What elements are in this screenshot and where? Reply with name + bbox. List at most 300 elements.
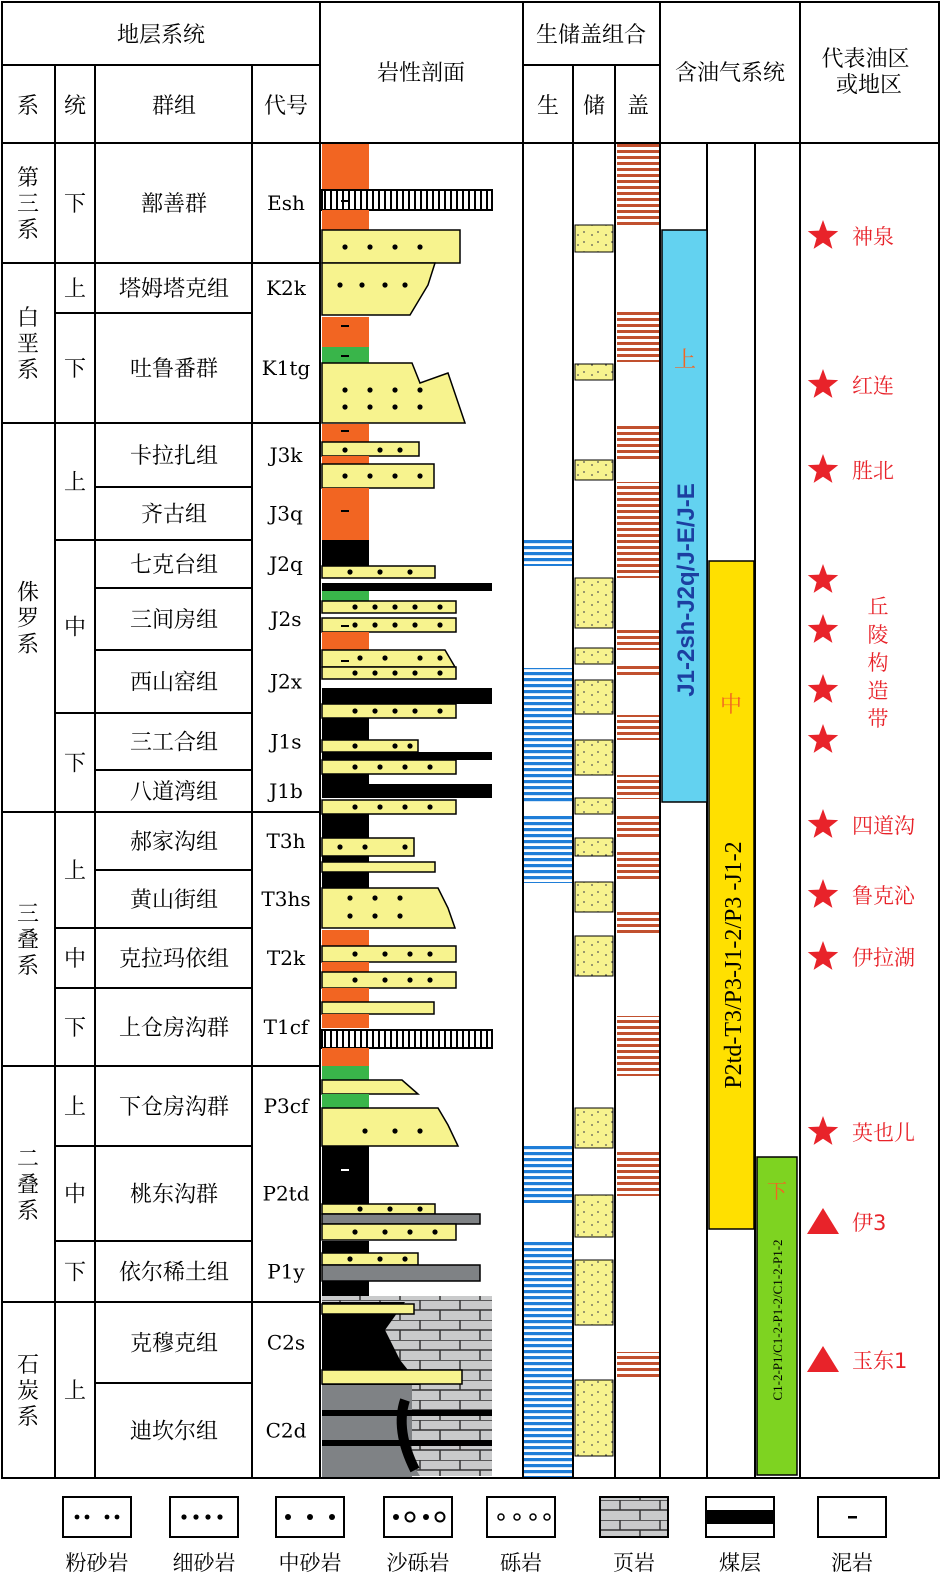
col-xi: 系	[16, 94, 40, 119]
system-label: 三叠系	[16, 902, 40, 979]
grain-dot	[347, 913, 352, 918]
col-qunzu: 群组	[151, 94, 197, 119]
litho-fine-sand	[322, 862, 435, 872]
system-label: 第三系	[16, 166, 40, 243]
grain-dot	[342, 473, 347, 478]
grain-dot	[352, 743, 357, 748]
grain-dot	[437, 670, 442, 675]
col-sheng: 生	[536, 94, 560, 119]
cap-bed	[617, 423, 659, 460]
reservoir-bed	[575, 882, 613, 912]
series-label: 上	[63, 1379, 87, 1404]
litho-coal	[322, 718, 369, 740]
grain-dot	[362, 844, 367, 849]
system-label: 白垩系	[16, 306, 40, 383]
mud-dash	[341, 355, 349, 357]
cap-bed	[617, 482, 659, 578]
mud-dash	[341, 660, 349, 662]
formation-code: T2k	[266, 946, 306, 970]
grain-dot	[372, 622, 377, 627]
litho-coal	[322, 784, 492, 798]
oil-star-icon	[808, 614, 838, 643]
reservoir-bed	[575, 740, 613, 775]
litho-sandy-conglomerate	[322, 946, 456, 962]
litho-sandy-conglomerate	[322, 888, 455, 928]
cap-bed	[617, 912, 659, 936]
grain-dot	[372, 895, 377, 900]
litho-coal	[322, 856, 369, 862]
legend-item	[276, 1497, 344, 1575]
litho-coal	[322, 752, 492, 760]
litho-green-mudstone	[322, 1094, 369, 1108]
oil-triangle-icon	[807, 1208, 839, 1234]
cap-bed	[617, 144, 659, 226]
litho-coal	[322, 583, 492, 591]
grain-dot	[437, 604, 442, 609]
grain-dot	[417, 1128, 422, 1133]
litho-fine-sand	[322, 1304, 414, 1314]
system-label: 侏罗系	[16, 580, 40, 658]
reservoir-bed	[575, 936, 613, 976]
cap-bed	[617, 664, 659, 678]
legend-swatch	[63, 1497, 131, 1537]
grain-dot	[337, 844, 342, 849]
grain-dot	[437, 622, 442, 627]
source-bed	[524, 668, 572, 803]
formation-code: P2td	[262, 1181, 310, 1206]
litho-sandy-conglomerate	[322, 800, 456, 814]
formation-name: 吐鲁番群	[129, 357, 219, 382]
litho-fine-sand	[322, 601, 456, 613]
source-column	[524, 538, 572, 1477]
grain-dot	[352, 670, 357, 675]
litho-coal	[322, 774, 369, 784]
oil-star-icon	[808, 564, 838, 593]
litho-mudstone	[322, 456, 369, 464]
oil-area-label: 红连	[852, 374, 894, 398]
grain-dot	[417, 387, 422, 392]
cap-column	[617, 144, 659, 1380]
litho-silt	[322, 740, 418, 752]
grain-dot	[402, 282, 407, 287]
litho-fine-sand	[322, 667, 456, 679]
series-label: 中	[63, 615, 87, 641]
legend-label: 煤层	[719, 1551, 761, 1575]
formation-name: 塔姆塔克组	[118, 277, 230, 302]
formation-name: 鄯善群	[140, 192, 208, 217]
reservoir-bed	[575, 648, 613, 664]
legend-label: 细砂岩	[172, 1551, 236, 1575]
grain-dot	[352, 804, 357, 809]
grain-dot	[407, 1229, 412, 1234]
litho-mudstone	[322, 930, 369, 946]
header-row	[17, 23, 917, 119]
legend-label: 沙砾岩	[386, 1551, 450, 1575]
oil-area-label: 鲁克沁	[852, 884, 915, 908]
formation-name: 黄山街组	[129, 888, 219, 913]
grain-dot	[352, 622, 357, 627]
litho-coal	[322, 1146, 369, 1204]
series-label: 上	[63, 1095, 87, 1120]
litho-fine-sand	[322, 704, 456, 718]
formation-code: P3cf	[263, 1094, 309, 1118]
litho-sandy-conglomerate	[322, 1370, 462, 1384]
oil-star-icon	[808, 724, 838, 753]
litho-mudstone	[322, 1048, 369, 1066]
source-bed	[524, 1145, 572, 1203]
reservoir-bed	[575, 1260, 613, 1325]
cap-bed	[617, 1352, 659, 1380]
formation-name: 齐古组	[140, 502, 208, 528]
oil-star-icon	[808, 454, 838, 483]
grain-dot	[427, 951, 432, 956]
grain-dot	[352, 977, 357, 982]
grain-dot	[357, 1206, 362, 1211]
legend-label: 中砂岩	[278, 1551, 342, 1575]
legend-item	[170, 1497, 238, 1575]
col-daihao: 代号	[263, 94, 309, 119]
legend-label: 页岩	[613, 1551, 655, 1575]
formation-code: J1b	[269, 779, 303, 803]
header-oilarea	[821, 47, 916, 98]
grain-dot	[352, 604, 357, 609]
litho-coal	[322, 540, 369, 566]
formation-code: T3hs	[261, 887, 311, 911]
grain-dot	[372, 670, 377, 675]
cap-bed	[617, 852, 659, 882]
litho-green-mudstone	[322, 591, 369, 601]
formation-name: 郝家沟组	[129, 830, 219, 855]
grain-dot	[412, 604, 417, 609]
source-bed	[524, 816, 572, 883]
grain-dot	[392, 404, 397, 409]
legend-swatch	[487, 1497, 555, 1537]
grain-dot	[347, 895, 352, 900]
grain-dot	[412, 670, 417, 675]
grain-dot	[432, 1229, 437, 1234]
grain-dot	[417, 473, 422, 478]
series-label: 下	[63, 1016, 87, 1041]
formation-name: 西山窑组	[129, 670, 219, 696]
formation-name: 上仓房沟群	[118, 1016, 230, 1041]
petroleum-systems	[662, 230, 797, 1475]
grain-dot	[342, 244, 347, 249]
grain-dot	[352, 951, 357, 956]
oil-star-icon	[808, 674, 838, 703]
reservoir-bed	[575, 1108, 613, 1148]
grain-dot	[412, 622, 417, 627]
litho-mudstone	[322, 210, 369, 230]
litho-sandy-conglomerate	[322, 363, 465, 423]
oil-star-icon	[808, 1116, 838, 1145]
mud-dash	[341, 325, 349, 327]
litho-coal	[322, 814, 369, 838]
reservoir-bed	[575, 460, 613, 480]
grain-dot	[382, 655, 387, 660]
formation-name: 卡拉扎组	[129, 444, 219, 469]
petsys-middle-name: P2td-T3/P3-J1-2/P3 -J1-2	[721, 841, 747, 1089]
oil-star-icon	[808, 879, 838, 908]
header-combo: 生储盖组合	[535, 23, 647, 48]
grain-dot	[392, 604, 397, 609]
petsys-upper-name: J1-2sh-J2q/J-E/J-E	[673, 483, 700, 697]
grain-dot	[397, 447, 402, 452]
grain-dot	[359, 282, 364, 287]
litho-coal	[322, 872, 369, 888]
header-oilarea-line2: 或地区	[835, 73, 903, 98]
litho-gray-sand	[322, 1214, 480, 1224]
formation-code: J1s	[270, 729, 302, 754]
mud-dash	[341, 830, 349, 832]
series-label: 下	[63, 357, 87, 382]
grain-dot	[357, 655, 362, 660]
grain-dot	[397, 895, 402, 900]
grain-dot	[392, 387, 397, 392]
formation-code: C2d	[265, 1418, 307, 1443]
grain-dot	[427, 764, 432, 769]
grain-dot	[347, 1256, 352, 1261]
litho-shale	[322, 1030, 492, 1048]
grain-dot	[437, 655, 442, 660]
legend	[63, 1497, 886, 1575]
grain-dot	[377, 764, 382, 769]
formation-code: J2x	[269, 669, 303, 694]
litho-fine-sand	[322, 263, 435, 315]
series-label: 上	[63, 470, 87, 496]
grain-dot	[382, 951, 387, 956]
mud-dash	[341, 430, 349, 432]
litho-coal	[322, 1410, 492, 1416]
litho-mudstone	[322, 317, 369, 347]
formation-code: K1tg	[261, 356, 311, 380]
grain-dot	[417, 1206, 422, 1211]
grain-dot	[392, 244, 397, 249]
reservoir-bed	[575, 680, 613, 714]
grain-dot	[382, 1229, 387, 1234]
reservoir-bed	[575, 578, 613, 628]
formation-name: 桃东沟群	[129, 1182, 219, 1208]
source-bed	[524, 538, 572, 566]
mud-dash	[341, 200, 349, 202]
reservoir-bed	[575, 1380, 613, 1456]
col-chu: 储	[582, 94, 606, 119]
series-label: 上	[63, 277, 87, 302]
grain-dot	[397, 913, 402, 918]
grain-dot	[377, 804, 382, 809]
legend-item	[600, 1497, 668, 1575]
grain-dot	[417, 244, 422, 249]
grain-dot	[407, 569, 412, 574]
cap-bed	[617, 1150, 659, 1196]
litho-mudstone	[322, 962, 369, 972]
petsys-lower-level: 下	[767, 1179, 787, 1203]
grain-dot	[417, 404, 422, 409]
legend-item	[818, 1497, 886, 1575]
oil-star-icon	[808, 220, 838, 249]
grain-dot	[407, 743, 412, 748]
grain-dot	[387, 1206, 392, 1211]
oil-area-label: 四道沟	[852, 814, 915, 838]
oil-area-label: 丘陵构造带	[867, 595, 889, 731]
oil-area-label: 神泉	[852, 225, 894, 249]
oil-star-icon	[808, 369, 838, 398]
formation-name: 依尔稀土组	[118, 1260, 230, 1286]
litho-coal	[322, 1440, 492, 1446]
oil-area-label: 胜北	[852, 459, 894, 483]
grain-dot	[382, 977, 387, 982]
mud-dash	[341, 1169, 349, 1171]
oil-area-label: 英也儿	[852, 1121, 915, 1145]
grain-dot	[407, 977, 412, 982]
litho-mudstone	[322, 144, 369, 190]
mud-dash	[341, 625, 349, 627]
legend-swatch	[170, 1497, 238, 1537]
grain-dot	[342, 404, 347, 409]
legend-label: 砾岩	[500, 1551, 542, 1575]
grain-dot	[347, 569, 352, 574]
grain-dot	[402, 764, 407, 769]
litho-sandy-conglomerate	[322, 972, 456, 988]
grain-dot	[367, 387, 372, 392]
header-lith: 岩性剖面	[376, 61, 466, 86]
grain-dot	[372, 708, 377, 713]
grain-dot	[367, 404, 372, 409]
legend-item	[384, 1497, 452, 1575]
formation-code: P1y	[267, 1259, 305, 1284]
formation-name: 迪坎尔组	[129, 1419, 219, 1445]
system-label: 石炭系	[16, 1353, 40, 1430]
grain-dot	[367, 244, 372, 249]
formation-name: 八道湾组	[129, 780, 219, 805]
formations-column	[119, 191, 311, 1445]
petsys-upper-level: 上	[673, 348, 697, 373]
reservoir-bed	[575, 225, 613, 252]
reservoir-bed	[575, 1195, 613, 1237]
header-oilarea-line1: 代表油区	[821, 47, 910, 72]
formation-code: J3k	[269, 443, 303, 467]
lithology-column	[322, 144, 492, 1477]
mud-dash	[341, 510, 349, 512]
oil-triangle-icon	[807, 1346, 839, 1372]
grain-dot	[377, 569, 382, 574]
formation-name: 三工合组	[129, 730, 219, 756]
grain-dot	[427, 977, 432, 982]
litho-fine-sand	[322, 442, 419, 456]
grain-dot	[392, 743, 397, 748]
reservoir-bed	[575, 838, 613, 856]
petsys-lower-name: C1-2-P1/C1-2-P1-2/C1-2-P1-2	[770, 1239, 785, 1401]
grain-dot	[392, 670, 397, 675]
grain-dot	[407, 951, 412, 956]
legend-swatch	[600, 1497, 668, 1537]
series-label: 上	[63, 859, 87, 884]
grain-dot	[437, 708, 442, 713]
col-tong: 统	[63, 94, 87, 119]
grain-dot	[362, 1128, 367, 1133]
mud-dash	[341, 550, 349, 552]
legend-item	[706, 1497, 774, 1575]
grain-dot	[402, 804, 407, 809]
grain-dot	[402, 844, 407, 849]
litho-fine-sand	[322, 464, 434, 488]
series-label: 中	[63, 1182, 87, 1208]
grain-dot	[352, 708, 357, 713]
litho-coal	[322, 688, 492, 704]
litho-mudstone	[322, 424, 369, 442]
header-strat: 地层系统	[116, 23, 206, 48]
grain-dot	[382, 282, 387, 287]
system-label: 二叠系	[16, 1147, 40, 1224]
grain-dot	[402, 1256, 407, 1261]
legend-label: 泥岩	[831, 1551, 873, 1575]
systems-column	[17, 166, 39, 1430]
formation-code: K2k	[266, 276, 306, 300]
litho-fine-sand	[322, 1080, 418, 1094]
series-label: 下	[63, 1260, 87, 1286]
oil-areas	[807, 220, 916, 1373]
formation-code: C2s	[266, 1330, 306, 1355]
litho-coal	[322, 1241, 369, 1253]
grain-dot	[392, 1128, 397, 1133]
petsys-middle-level: 中	[719, 693, 743, 718]
litho-sandy-conglomerate	[322, 1108, 458, 1146]
legend-label: 粉砂岩	[65, 1551, 129, 1575]
litho-sandy-conglomerate	[322, 760, 456, 774]
grain-dot	[372, 604, 377, 609]
series-label: 中	[63, 947, 87, 972]
grain-dot	[427, 804, 432, 809]
cap-bed	[617, 715, 659, 740]
oil-area-label: 伊3	[852, 1211, 887, 1235]
oil-star-icon	[808, 941, 838, 970]
litho-mudstone	[322, 632, 369, 650]
legend-item	[63, 1497, 131, 1575]
grain-dot	[367, 473, 372, 478]
grain-dot	[337, 282, 342, 287]
litho-mudstone	[322, 488, 369, 540]
litho-green-mudstone	[322, 1066, 369, 1080]
grain-dot	[412, 708, 417, 713]
formation-name: 克穆克组	[129, 1331, 219, 1357]
litho-gray-sand	[322, 1265, 480, 1281]
grain-dot	[372, 913, 377, 918]
grain-dot	[377, 1256, 382, 1261]
grain-dot	[392, 708, 397, 713]
grain-dot	[342, 387, 347, 392]
reservoir-bed	[575, 364, 613, 380]
cap-bed	[617, 630, 659, 650]
grain-dot	[352, 1229, 357, 1234]
formation-name: 下仓房沟群	[118, 1095, 230, 1120]
grain-dot	[342, 447, 347, 452]
formation-name: 克拉玛依组	[118, 947, 230, 972]
formation-name: 七克台组	[129, 553, 219, 578]
series-label: 下	[63, 751, 87, 777]
grain-dot	[377, 447, 382, 452]
litho-fine-sand	[322, 1002, 434, 1014]
legend-item	[487, 1497, 555, 1575]
oil-star-icon	[808, 809, 838, 838]
oil-area-label: 伊拉湖	[852, 946, 915, 970]
formation-code: T1cf	[263, 1015, 309, 1039]
reservoir-column	[575, 225, 613, 1456]
cap-bed	[617, 1016, 659, 1076]
source-bed	[524, 1241, 572, 1477]
formation-name: 三间房组	[129, 608, 219, 633]
grain-dot	[352, 764, 357, 769]
formation-code: J2q	[269, 552, 303, 576]
cap-bed	[617, 815, 659, 837]
